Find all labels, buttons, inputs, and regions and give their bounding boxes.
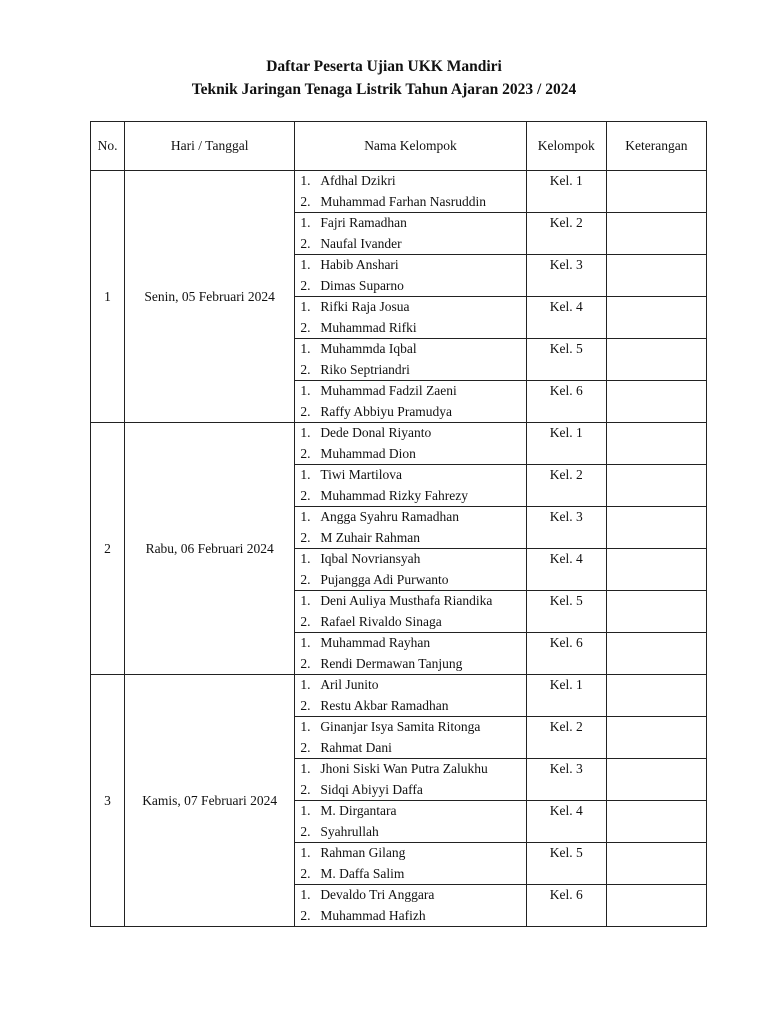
group-label: Kel. 2 (526, 213, 606, 255)
member-name: Rifki Raja Josua (320, 299, 410, 314)
group-label: Kel. 6 (526, 381, 606, 423)
notes-cell (606, 297, 706, 339)
member-number: 2. (300, 865, 311, 881)
participant-table (90, 121, 707, 927)
member-number: 2. (300, 445, 311, 461)
notes-cell (606, 171, 706, 213)
member-entry (300, 213, 525, 234)
member-number: 2. (300, 613, 311, 629)
member-name: Muhammad Rayhan (320, 635, 431, 650)
member-name: Aril Junito (320, 677, 379, 692)
member-number: 1. (300, 215, 311, 230)
group-label: Kel. 4 (526, 801, 606, 843)
table-header-row (91, 122, 707, 171)
member-number: 1. (300, 635, 311, 650)
member-number: 2. (300, 739, 311, 755)
group-members (295, 549, 526, 591)
group-members (295, 255, 526, 297)
member-number: 2. (300, 403, 311, 419)
member-name: Muhammad Fadzil Zaeni (320, 383, 457, 398)
member-number: 1. (300, 383, 311, 398)
member-entry (300, 759, 525, 780)
member-entry (300, 507, 525, 528)
member-entry (300, 549, 525, 570)
member-name: Restu Akbar Ramadhan (320, 697, 449, 713)
day-date: Kamis, 07 Februari 2024 (125, 675, 295, 927)
member-entry (300, 822, 525, 843)
member-entry (300, 738, 525, 759)
day-number: 1 (91, 171, 125, 423)
member-entry (300, 780, 525, 801)
member-entry (300, 381, 525, 402)
member-number: 1. (300, 803, 311, 818)
member-number: 2. (300, 487, 311, 503)
member-number: 1. (300, 257, 311, 272)
member-number: 1. (300, 845, 311, 860)
member-entry (300, 486, 525, 507)
notes-cell (606, 759, 706, 801)
table-row (91, 423, 707, 465)
member-name: Angga Syahru Ramadhan (320, 509, 460, 524)
group-members (295, 423, 526, 465)
member-name: Rahman Gilang (320, 845, 406, 860)
notes-cell (606, 423, 706, 465)
member-entry (300, 276, 525, 297)
notes-cell (606, 591, 706, 633)
member-entry (300, 864, 525, 885)
member-name: Habib Anshari (320, 257, 399, 272)
member-entry (300, 255, 525, 276)
group-members (295, 297, 526, 339)
member-entry (300, 654, 525, 675)
notes-cell (606, 675, 706, 717)
day-number: 2 (91, 423, 125, 675)
day-date: Rabu, 06 Februari 2024 (125, 423, 295, 675)
member-name: Riko Septriandri (320, 361, 410, 377)
notes-cell (606, 465, 706, 507)
member-entry (300, 192, 525, 213)
notes-cell (606, 633, 706, 675)
member-name: Muhammad Rifki (320, 319, 417, 335)
group-members (295, 507, 526, 549)
member-name: Iqbal Novriansyah (320, 551, 421, 566)
group-members (295, 381, 526, 423)
group-members (295, 633, 526, 675)
notes-cell (606, 213, 706, 255)
member-entry (300, 444, 525, 465)
group-label: Kel. 5 (526, 339, 606, 381)
notes-cell (606, 801, 706, 843)
group-members (295, 465, 526, 507)
table-row (91, 171, 707, 213)
member-number: 2. (300, 319, 311, 335)
notes-cell (606, 339, 706, 381)
group-label: Kel. 2 (526, 465, 606, 507)
member-number: 1. (300, 593, 311, 608)
document-subtitle: Teknik Jaringan Tenaga Listrik Tahun Ajaran 2023 / 2024 (191, 81, 577, 98)
member-name: Deni Auliya Musthafa Riandika (320, 593, 493, 608)
member-entry (300, 297, 525, 318)
member-number: 2. (300, 235, 311, 251)
member-number: 1. (300, 887, 311, 902)
member-number: 2. (300, 655, 311, 671)
member-name: Ginanjar Isya Samita Ritonga (320, 719, 481, 734)
member-name: Fajri Ramadhan (320, 215, 407, 230)
member-entry (300, 801, 525, 822)
group-members (295, 885, 526, 927)
header-notes: Keterangan (606, 122, 706, 171)
notes-cell (606, 507, 706, 549)
group-label: Kel. 4 (526, 297, 606, 339)
member-number: 1. (300, 719, 311, 734)
member-name: M. Dirgantara (320, 803, 397, 818)
member-name: Muhammda Iqbal (320, 341, 417, 356)
member-number: 1. (300, 467, 311, 482)
table-row (91, 675, 707, 717)
header-group: Kelompok (526, 122, 606, 171)
member-entry (300, 423, 525, 444)
header-no: No. (91, 122, 125, 171)
member-name: Rafael Rivaldo Sinaga (320, 613, 442, 629)
day-date: Senin, 05 Februari 2024 (125, 171, 295, 423)
member-entry (300, 339, 525, 360)
member-name: Syahrullah (320, 823, 379, 839)
member-entry (300, 570, 525, 591)
member-number: 1. (300, 173, 311, 188)
member-name: Pujangga Adi Purwanto (320, 571, 449, 587)
group-label: Kel. 3 (526, 759, 606, 801)
group-members (295, 171, 526, 213)
member-number: 1. (300, 509, 311, 524)
member-entry (300, 843, 525, 864)
member-entry (300, 906, 525, 927)
member-name: Muhammad Hafizh (320, 907, 426, 923)
member-name: Naufal Ivander (320, 235, 402, 251)
group-label: Kel. 3 (526, 507, 606, 549)
notes-cell (606, 381, 706, 423)
member-number: 2. (300, 193, 311, 209)
member-number: 1. (300, 677, 311, 692)
member-name: Dimas Suparno (320, 277, 404, 293)
member-entry (300, 612, 525, 633)
group-members (295, 675, 526, 717)
member-name: Devaldo Tri Anggara (320, 887, 435, 902)
notes-cell (606, 843, 706, 885)
member-entry (300, 465, 525, 486)
member-number: 1. (300, 425, 311, 440)
group-label: Kel. 6 (526, 633, 606, 675)
member-name: Afdhal Dzikri (320, 173, 396, 188)
group-members (295, 213, 526, 255)
notes-cell (606, 885, 706, 927)
member-number: 2. (300, 277, 311, 293)
group-label: Kel. 1 (526, 675, 606, 717)
group-members (295, 801, 526, 843)
member-entry (300, 171, 525, 192)
group-label: Kel. 1 (526, 171, 606, 213)
notes-cell (606, 549, 706, 591)
member-entry (300, 675, 525, 696)
header-names: Nama Kelompok (295, 122, 526, 171)
member-entry (300, 318, 525, 339)
member-number: 1. (300, 341, 311, 356)
member-number: 2. (300, 361, 311, 377)
member-entry (300, 360, 525, 381)
document-title: Daftar Peserta Ujian UKK Mandiri (266, 58, 502, 75)
member-entry (300, 591, 525, 612)
member-number: 2. (300, 823, 311, 839)
member-number: 1. (300, 299, 311, 314)
notes-cell (606, 255, 706, 297)
member-number: 2. (300, 571, 311, 587)
member-name: M. Daffa Salim (320, 865, 405, 881)
member-entry (300, 885, 525, 906)
member-name: Muhammad Farhan Nasruddin (320, 193, 487, 209)
group-label: Kel. 5 (526, 591, 606, 633)
member-number: 2. (300, 529, 311, 545)
day-number: 3 (91, 675, 125, 927)
group-members (295, 339, 526, 381)
member-name: Muhammad Rizky Fahrezy (320, 487, 469, 503)
member-name: Sidqi Abiyyi Daffa (320, 781, 423, 797)
notes-cell (606, 717, 706, 759)
member-entry (300, 402, 525, 423)
member-name: M Zuhair Rahman (320, 529, 421, 545)
member-entry (300, 234, 525, 255)
group-members (295, 717, 526, 759)
member-number: 2. (300, 907, 311, 923)
member-name: Rendi Dermawan Tanjung (320, 655, 463, 671)
member-name: Rahmat Dani (320, 739, 392, 755)
group-members (295, 843, 526, 885)
header-day: Hari / Tanggal (125, 122, 295, 171)
member-name: Tiwi Martilova (320, 467, 402, 482)
group-label: Kel. 1 (526, 423, 606, 465)
group-label: Kel. 3 (526, 255, 606, 297)
group-label: Kel. 5 (526, 843, 606, 885)
member-number: 2. (300, 697, 311, 713)
member-entry (300, 633, 525, 654)
member-number: 1. (300, 551, 311, 566)
member-entry (300, 717, 525, 738)
member-number: 2. (300, 781, 311, 797)
member-entry (300, 528, 525, 549)
group-label: Kel. 6 (526, 885, 606, 927)
group-label: Kel. 2 (526, 717, 606, 759)
member-entry (300, 696, 525, 717)
member-name: Muhammad Dion (320, 445, 416, 461)
group-members (295, 759, 526, 801)
member-number: 1. (300, 761, 311, 776)
group-label: Kel. 4 (526, 549, 606, 591)
member-name: Jhoni Siski Wan Putra Zalukhu (320, 761, 488, 776)
table-body (91, 171, 707, 927)
member-name: Dede Donal Riyanto (320, 425, 432, 440)
member-name: Raffy Abbiyu Pramudya (320, 403, 453, 419)
group-members (295, 591, 526, 633)
